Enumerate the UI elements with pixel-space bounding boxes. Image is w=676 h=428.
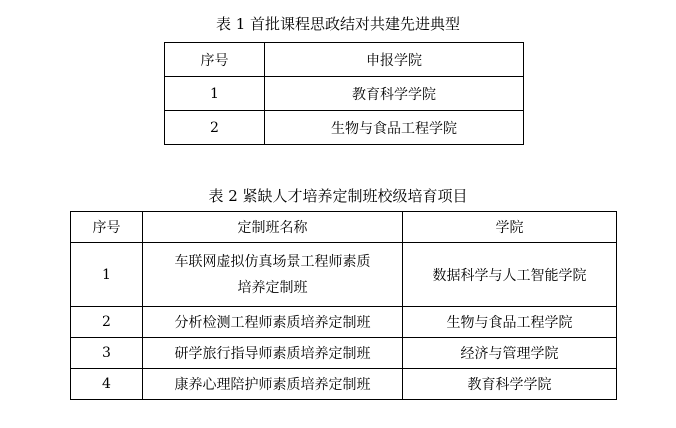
table2-cell-no: 3 <box>71 338 143 369</box>
table2-cell-no: 1 <box>71 243 143 307</box>
table2-cell-college: 生物与食品工程学院 <box>403 307 617 338</box>
table1-cell-no: 1 <box>165 77 265 111</box>
table-row <box>165 77 524 111</box>
table2-cell-college: 教育科学学院 <box>403 369 617 400</box>
table-row <box>165 111 524 145</box>
table2 <box>70 211 617 400</box>
table-row <box>71 338 617 369</box>
table1-cell-college: 生物与食品工程学院 <box>265 111 524 145</box>
table2-cell-name: 康养心理陪护师素质培养定制班 <box>143 369 403 400</box>
table2-header-name: 定制班名称 <box>143 212 403 243</box>
table2-header-college: 学院 <box>403 212 617 243</box>
table-row <box>71 243 617 307</box>
table-row <box>71 307 617 338</box>
table1-header-no: 序号 <box>165 43 265 77</box>
table2-cell-no: 4 <box>71 369 143 400</box>
table2-header-row <box>71 212 617 243</box>
table2-cell-name-line2: 培养定制班 <box>237 279 308 296</box>
table2-cell-name: 分析检测工程师素质培养定制班 <box>143 307 403 338</box>
table2-cell-name-line1: 车联网虚拟仿真场景工程师素质 <box>174 253 371 270</box>
table1-caption: 表 1 首批课程思政结对共建先进典型 <box>215 15 461 33</box>
table2-cell-name: 研学旅行指导师素质培养定制班 <box>143 338 403 369</box>
table1 <box>164 42 524 145</box>
table2-header-no: 序号 <box>71 212 143 243</box>
table2-cell-no: 2 <box>71 307 143 338</box>
table1-cell-no: 2 <box>165 111 265 145</box>
table-row <box>71 369 617 400</box>
table1-header-college: 申报学院 <box>265 43 524 77</box>
table2-caption: 表 2 紧缺人才培养定制班校级培育项目 <box>208 187 468 205</box>
table2-cell-college: 数据科学与人工智能学院 <box>403 243 617 307</box>
table1-header-row <box>165 43 524 77</box>
table2-cell-name <box>143 243 403 307</box>
table1-cell-college: 教育科学学院 <box>265 77 524 111</box>
table2-cell-college: 经济与管理学院 <box>403 338 617 369</box>
